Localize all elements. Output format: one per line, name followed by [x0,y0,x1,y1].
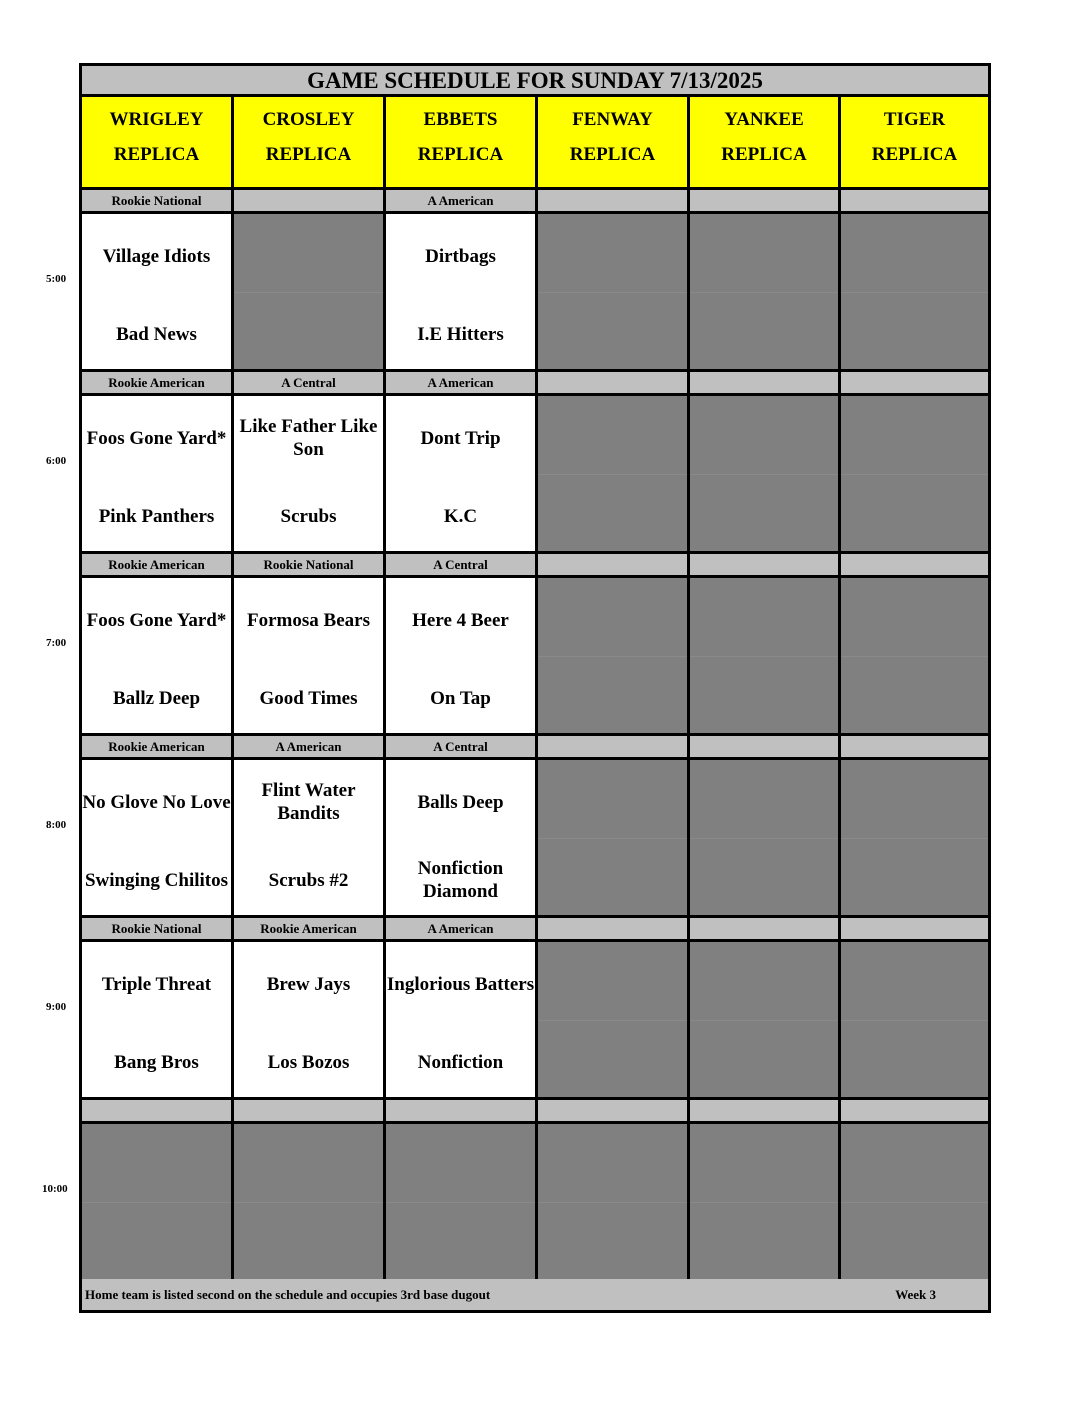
home-team: Pink Panthers [98,505,215,527]
empty-cell [841,1124,988,1279]
division-label [234,190,386,211]
time-label: 5:00 [46,273,67,285]
division-label [538,736,690,757]
cell-divider [690,1202,838,1203]
empty-cell [386,1124,538,1279]
cell-divider [82,1202,231,1203]
field-header-wrigley [82,97,234,187]
away-team: Foos Gone Yard* [86,427,227,449]
empty-cell [690,1124,841,1279]
division-label [690,1100,841,1121]
division-label [538,1100,690,1121]
division-label: Rookie American [234,918,386,939]
cell-divider [234,1202,383,1203]
game-cell [82,578,234,733]
empty-cell [841,942,988,1097]
schedule-table [79,63,991,1313]
division-label [841,372,988,393]
week-label: Week 3 [895,1287,936,1302]
away-team: Brew Jays [266,973,351,995]
cell-divider [690,656,838,657]
game-cell [386,760,538,915]
division-label [538,372,690,393]
division-label [690,736,841,757]
field-header-yankee [690,97,841,187]
division-label [841,1100,988,1121]
division-label [82,1100,234,1121]
cell-divider [538,838,687,839]
division-label [538,554,690,575]
division-label: A Central [234,372,386,393]
away-team: Triple Threat [101,973,212,995]
away-team: Dirtbags [425,245,496,267]
time-slot-row [82,942,988,1100]
division-row [82,1100,988,1124]
away-team: Foos Gone Yard* [86,609,227,631]
time-slot-row [82,396,988,554]
empty-cell [538,578,690,733]
cell-divider [841,292,988,293]
home-team: Bang Bros [114,1051,199,1073]
division-label [386,1100,538,1121]
away-team: Village Idiots [102,245,211,267]
field-name: CROSLEY [262,109,355,130]
cell-divider [538,292,687,293]
division-row [82,918,988,942]
time-slot-row [82,214,988,372]
schedule-footer [82,1279,988,1310]
home-team-note: Home team is listed second on the schedule and occupies 3rd base dugout [85,1287,491,1302]
home-team: Nonfiction Diamond [417,858,504,902]
empty-cell [841,396,988,551]
division-label [690,554,841,575]
field-header-row [82,97,988,190]
time-label: 8:00 [46,819,67,831]
cell-divider [841,838,988,839]
division-label [234,1100,386,1121]
empty-cell [538,1124,690,1279]
field-name: EBBETS [423,109,498,130]
division-label [538,190,690,211]
field-subtitle: REPLICA [113,144,200,165]
time-label: 7:00 [46,637,67,649]
division-label [841,918,988,939]
division-label: A Central [386,736,538,757]
empty-cell [234,214,386,369]
empty-cell [538,942,690,1097]
division-label: A American [386,190,538,211]
cell-divider [841,474,988,475]
division-label: A American [386,372,538,393]
field-header-tiger [841,97,988,187]
home-team: Good Times [259,687,358,709]
game-cell [234,578,386,733]
cell-divider [690,292,838,293]
schedule-title: GAME SCHEDULE FOR SUNDAY 7/13/2025 [82,66,988,97]
cell-divider [841,1020,988,1021]
game-cell [386,214,538,369]
cell-divider [690,838,838,839]
division-row [82,190,988,214]
cell-divider [690,1020,838,1021]
time-slot-row [82,760,988,918]
time-slot-row [82,578,988,736]
field-name: WRIGLEY [109,109,204,130]
field-subtitle: REPLICA [721,144,807,165]
game-cell [386,396,538,551]
home-team: I.E Hitters [417,323,504,345]
field-subtitle: REPLICA [871,144,958,165]
cell-divider [538,656,687,657]
division-label: Rookie National [82,190,234,211]
game-cell [386,578,538,733]
empty-cell [841,578,988,733]
time-label: 6:00 [46,455,67,467]
home-team: Ballz Deep [112,687,201,709]
empty-cell [841,760,988,915]
home-team: Los Bozos [267,1051,350,1073]
field-subtitle: REPLICA [265,144,352,165]
field-subtitle: REPLICA [417,144,504,165]
away-team: Flint Water Bandits [261,780,356,824]
division-label: A Central [386,554,538,575]
field-header-crosley [234,97,386,187]
division-label [841,554,988,575]
field-header-fenway [538,97,690,187]
field-subtitle: REPLICA [569,144,656,165]
game-cell [82,760,234,915]
home-team: Swinging Chilitos [84,869,229,891]
empty-cell [690,214,841,369]
cell-divider [538,474,687,475]
cell-divider [234,292,383,293]
empty-cell [538,214,690,369]
division-label [690,190,841,211]
home-team: Scrubs [280,505,337,527]
home-team: K.C [443,505,478,527]
empty-cell [82,1124,234,1279]
home-team: Scrubs #2 [268,869,349,891]
division-label [841,190,988,211]
division-label [690,918,841,939]
empty-cell [538,396,690,551]
time-label: 10:00 [42,1183,68,1195]
cell-divider [841,656,988,657]
cell-divider [690,474,838,475]
away-team: Dont Trip [420,427,501,449]
time-label: 9:00 [46,1001,67,1013]
game-cell [234,942,386,1097]
home-team: Bad News [116,323,197,345]
home-team: Nonfiction [417,1051,504,1073]
away-team: Balls Deep [417,791,504,813]
game-cell [386,942,538,1097]
game-cell [234,760,386,915]
time-slot-row [82,1124,988,1279]
division-label [690,372,841,393]
away-team: Inglorious Batters [386,973,535,995]
cell-divider [538,1020,687,1021]
division-row [82,372,988,396]
division-label: Rookie National [234,554,386,575]
away-team: Like Father Like Son [239,416,378,460]
field-header-ebbets [386,97,538,187]
away-team: Formosa Bears [247,609,370,631]
home-team: On Tap [430,687,491,709]
division-label: Rookie American [82,736,234,757]
field-name: FENWAY [572,109,653,130]
field-name: YANKEE [724,109,804,130]
empty-cell [538,760,690,915]
away-team: Here 4 Beer [412,609,509,631]
game-cell [82,942,234,1097]
empty-cell [690,578,841,733]
game-cell [234,396,386,551]
game-cell [82,396,234,551]
empty-cell [234,1124,386,1279]
division-row [82,554,988,578]
empty-cell [841,214,988,369]
empty-cell [690,396,841,551]
division-label: Rookie National [82,918,234,939]
away-team: No Glove No Love [82,791,231,813]
division-label: A American [234,736,386,757]
empty-cell [690,942,841,1097]
cell-divider [386,1202,535,1203]
cell-divider [841,1202,988,1203]
division-row [82,736,988,760]
division-label [841,736,988,757]
empty-cell [690,760,841,915]
cell-divider [538,1202,687,1203]
game-cell [82,214,234,369]
division-label [538,918,690,939]
division-label: Rookie American [82,372,234,393]
division-label: A American [386,918,538,939]
field-name: TIGER [883,109,946,130]
division-label: Rookie American [82,554,234,575]
